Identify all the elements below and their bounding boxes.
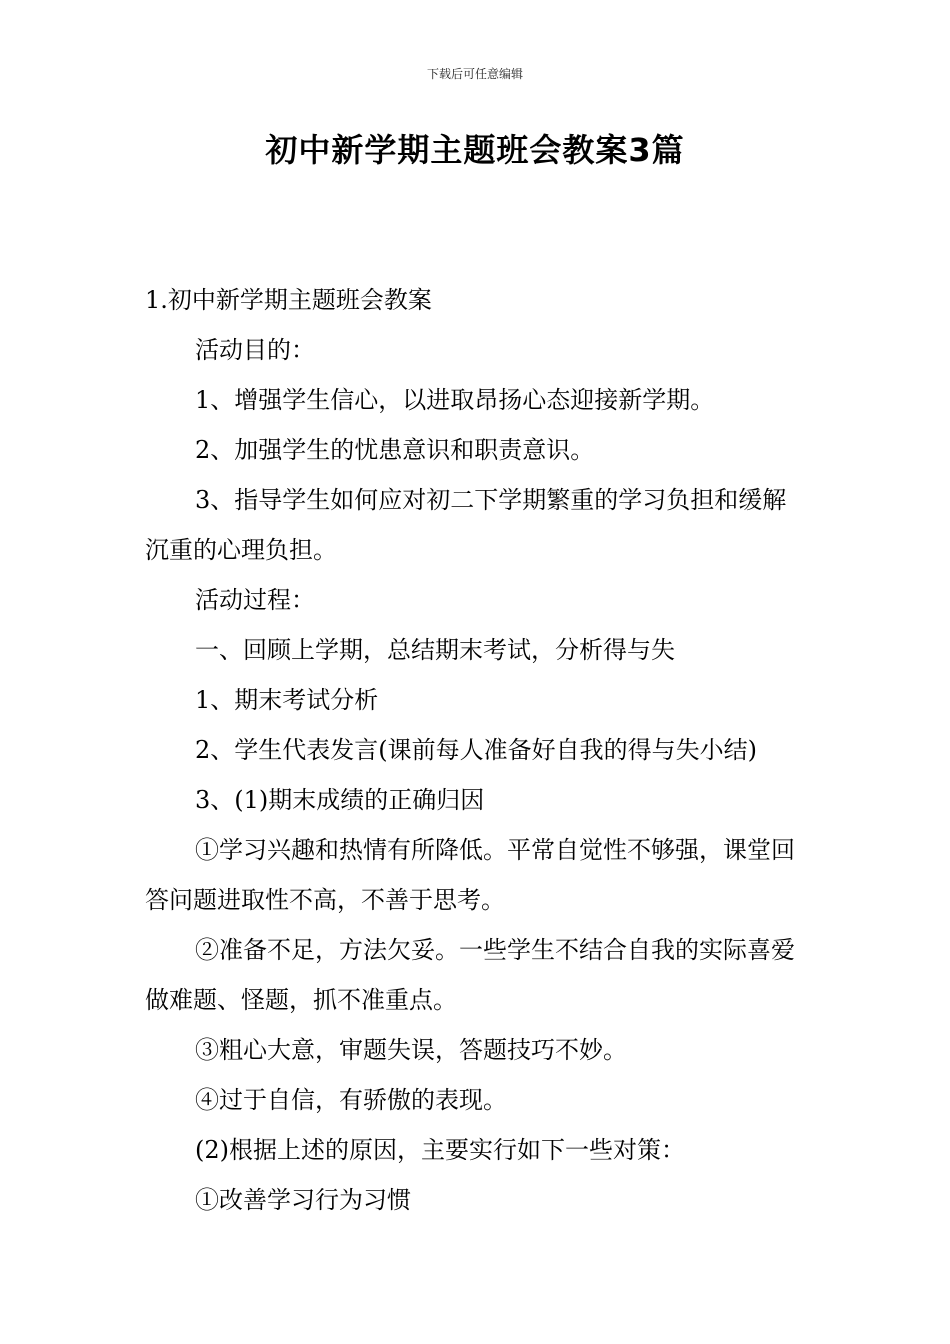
- paragraph-purpose-3: 3、指导学生如何应对初二下学期繁重的学习负担和缓解沉重的心理负担。: [145, 486, 787, 564]
- paragraph-attribution: 3、(1)期末成绩的正确归因: [195, 786, 485, 814]
- header-note: 下载后可任意编辑: [426, 67, 523, 81]
- document-title: 初中新学期主题班会教案3篇: [265, 131, 685, 169]
- paragraph-reason-1: ①学习兴趣和热情有所降低。平常自觉性不够强，课堂回答问题进取性不高，不善于思考。: [145, 836, 795, 914]
- paragraph-purpose-label: 活动目的：: [195, 336, 315, 364]
- paragraph-reason-2: ②准备不足，方法欠妥。一些学生不结合自我的实际喜爱做难题、怪题，抓不准重点。: [145, 936, 795, 1014]
- paragraph-reason-4: ④过于自信，有骄傲的表现。: [195, 1086, 507, 1114]
- paragraph-process-label: 活动过程：: [195, 586, 315, 614]
- paragraph-purpose-2: 2、加强学生的忧患意识和职责意识。: [195, 436, 595, 464]
- paragraph-countermeasures: (2)根据上述的原因，主要实行如下一些对策：: [195, 1136, 685, 1164]
- paragraph-measure-1: ①改善学习行为习惯: [195, 1186, 411, 1214]
- paragraph-step-1: 一、回顾上学期，总结期末考试，分析得与失: [195, 636, 675, 664]
- paragraph-purpose-1: 1、增强学生信心，以进取昂扬心态迎接新学期。: [195, 386, 715, 414]
- paragraph-student-speech: 2、学生代表发言(课前每人准备好自我的得与失小结): [195, 736, 757, 764]
- paragraph-reason-3: ③粗心大意，审题失误，答题技巧不妙。: [195, 1036, 627, 1064]
- document-body: [145, 275, 810, 1225]
- paragraph-exam-analysis: 1、期末考试分析: [195, 686, 379, 714]
- section-heading: 1.初中新学期主题班会教案: [145, 286, 432, 314]
